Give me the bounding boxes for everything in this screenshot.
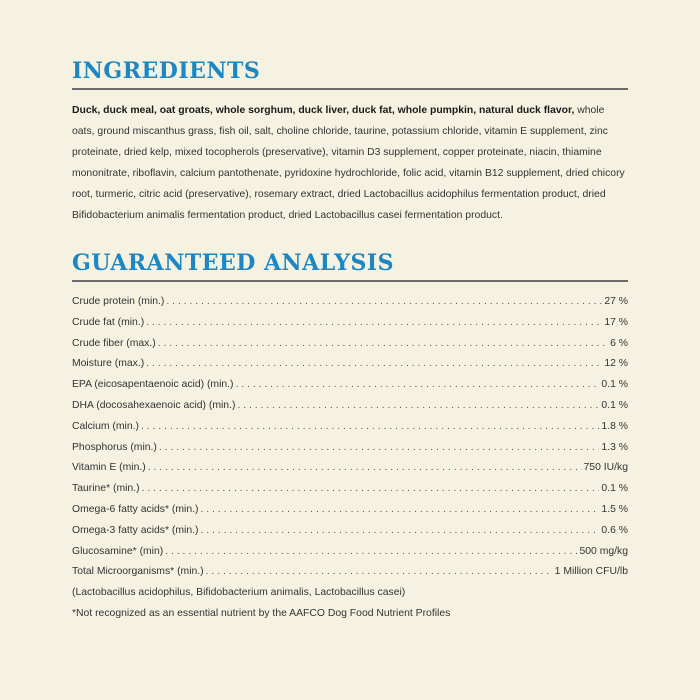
analysis-value: 17 % — [604, 316, 628, 328]
analysis-row — [72, 375, 628, 396]
leader-dots — [142, 479, 600, 500]
analysis-label: Calcium (min.) — [72, 420, 139, 432]
leader-dots — [141, 417, 599, 438]
analysis-value: 1 Million CFU/lb — [554, 566, 628, 578]
analysis-row — [72, 396, 628, 417]
analysis-label: Crude fiber (max.) — [72, 337, 156, 349]
ingredients-rest: whole oats, ground miscanthus grass, fish oil, salt, choline chloride, taurine, potassium chloride, vitamin E supplement, zinc proteinate, dried kelp, mixed tocopherols (preservative), vitamin D3 supplement, copper proteinate, niacin, thiamine mononitrate, riboflavin, calcium pantothenate, pyridoxine hydrochloride, folic acid, vitamin B12 supplement, dried chicory root, turmeric, citric acid (preservative), rosemary extract, dried Lactobacillus acidophilus fermentation product, dried Bifidobacterium animalis fermentation product, dried Lactobacillus casei fermentation product. — [72, 105, 625, 221]
leader-dots — [146, 313, 602, 334]
analysis-value: 1.3 % — [601, 441, 628, 453]
analysis-row — [72, 292, 628, 313]
analysis-value: 6 % — [610, 337, 628, 349]
leader-dots — [165, 542, 577, 563]
analysis-value: 750 IU/kg — [583, 462, 628, 474]
analysis-label: Crude protein (min.) — [72, 296, 165, 307]
ingredients-lead: Duck, duck meal, oat groats, whole sorghum, duck liver, duck fat, whole pumpkin, natural duck flavor, — [72, 105, 575, 116]
analysis-row — [72, 354, 628, 375]
leader-dots — [166, 292, 602, 313]
leader-dots — [159, 438, 600, 459]
leader-dots — [237, 396, 599, 417]
leader-dots — [148, 458, 582, 479]
analysis-row — [72, 334, 628, 355]
analysis-row — [72, 458, 628, 479]
analysis-row — [72, 500, 628, 521]
analysis-label: DHA (docosahexaenoic acid) (min.) — [72, 399, 236, 411]
analysis-label: Crude fat (min.) — [72, 316, 145, 328]
analysis-label: Moisture (max.) — [72, 358, 145, 370]
analysis-label: Taurine* (min.) — [72, 483, 140, 495]
analysis-value: 1.8 % — [601, 420, 628, 432]
leader-dots — [206, 562, 553, 583]
leader-dots — [200, 500, 599, 521]
analysis-label: Omega-3 fatty acids* (min.) — [72, 524, 199, 536]
footnote: *Not recognized as an essential nutrient by the AAFCO Dog Food Nutrient Profiles — [72, 607, 451, 619]
analysis-label: Total Microorganisms* (min.) — [72, 566, 204, 578]
analysis-label: Vitamin E (min.) — [72, 462, 146, 474]
leader-dots — [146, 354, 602, 375]
analysis-row — [72, 562, 628, 583]
analysis-value: 0.1 % — [601, 399, 628, 411]
leader-dots — [200, 521, 599, 542]
leader-dots — [158, 334, 608, 355]
analysis-value: 1.5 % — [601, 503, 628, 515]
analysis-label: Glucosamine* (min) — [72, 545, 164, 557]
analysis-value: 0.1 % — [601, 483, 628, 495]
ingredients-list — [72, 100, 628, 226]
ingredients-title: INGREDIENTS — [72, 58, 628, 90]
analysis-label: Omega-6 fatty acids* (min.) — [72, 503, 199, 515]
analysis-row — [72, 438, 628, 459]
analysis-value: 12 % — [604, 358, 628, 370]
leader-dots — [236, 375, 600, 396]
analysis-label: Phosphorus (min.) — [72, 441, 157, 453]
analysis-value: 0.6 % — [601, 524, 628, 536]
analysis-row — [72, 313, 628, 334]
analysis-value: 500 mg/kg — [579, 545, 628, 557]
analysis-table — [72, 292, 628, 625]
analysis-value: 0.1 % — [601, 379, 628, 391]
analysis-label: EPA (eicosapentaenoic acid) (min.) — [72, 379, 234, 391]
guaranteed-analysis-title: GUARANTEED ANALYSIS — [72, 250, 628, 282]
analysis-row — [72, 521, 628, 542]
analysis-row — [72, 417, 628, 438]
microorganisms-note: (Lactobacillus acidophilus, Bifidobacterium animalis, Lactobacillus casei) — [72, 587, 406, 599]
analysis-value: 27 % — [604, 296, 628, 307]
analysis-row — [72, 542, 628, 563]
analysis-row — [72, 479, 628, 500]
